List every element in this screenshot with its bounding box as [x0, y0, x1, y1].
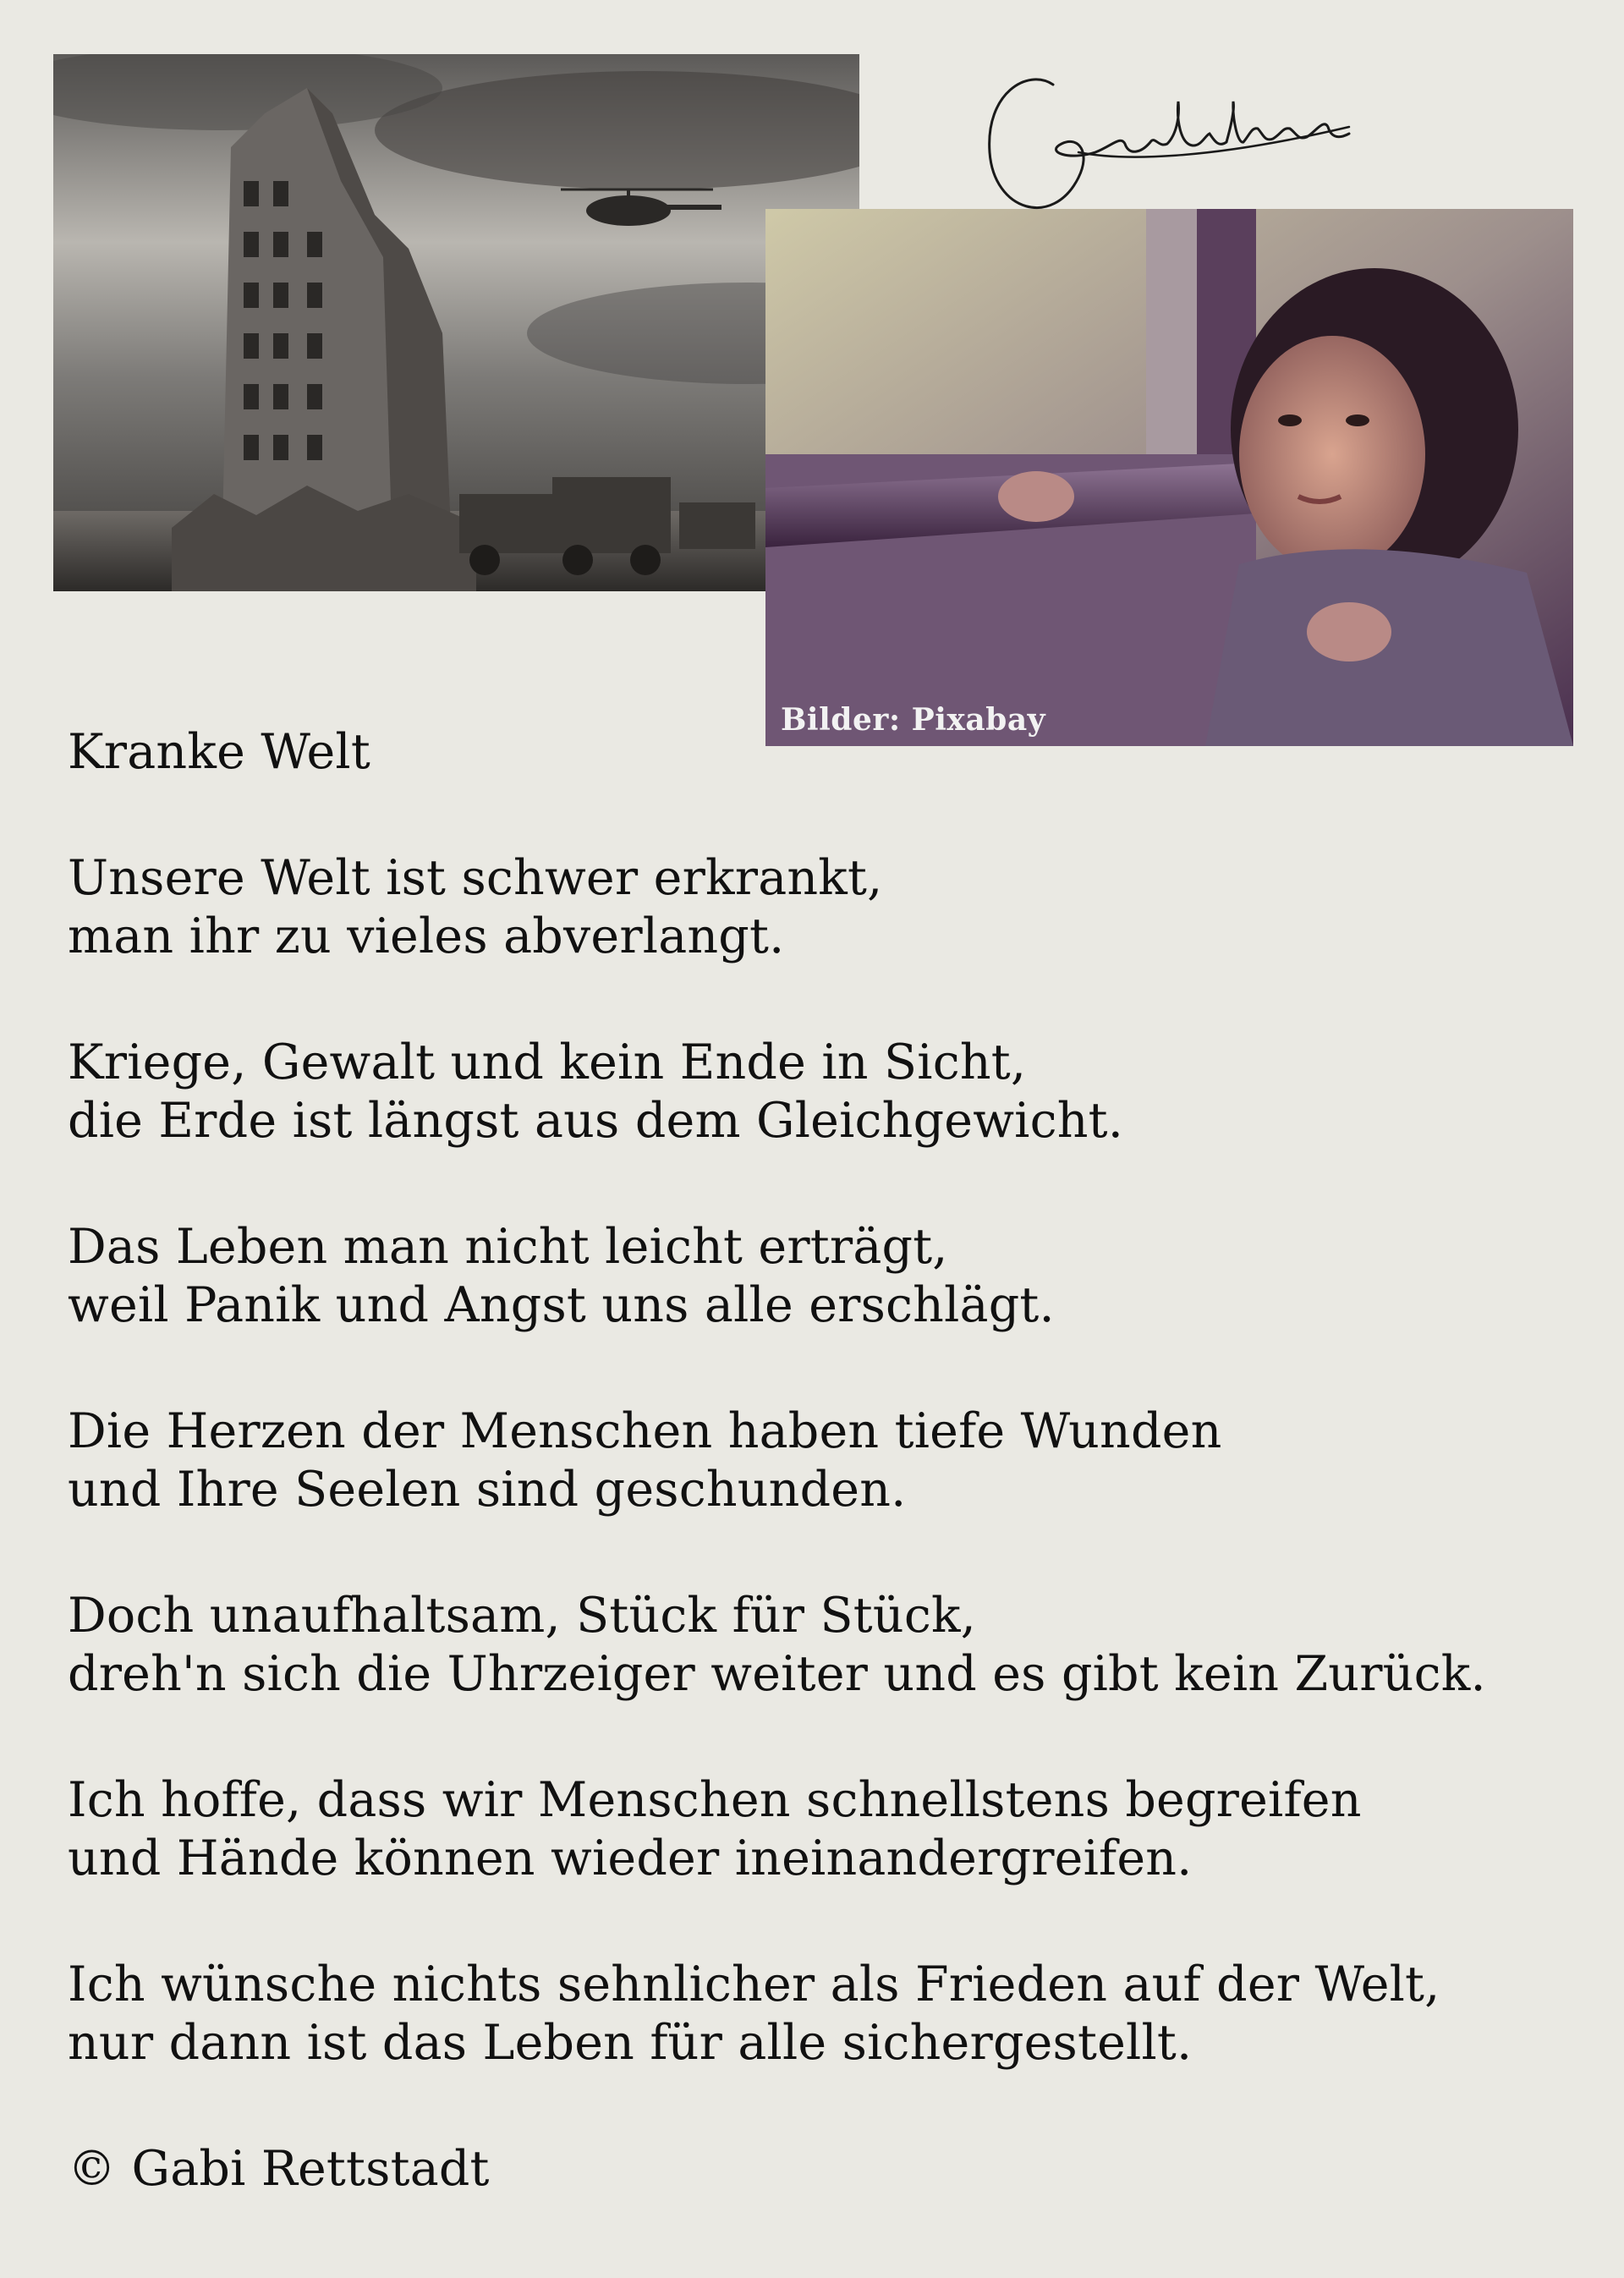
poem-line: nur dann ist das Leben für alle sichergestellt. — [68, 2015, 1193, 2071]
stanza-1 — [68, 849, 1582, 966]
stanza-6 — [68, 1771, 1582, 1888]
stanza-4 — [68, 1402, 1582, 1519]
poem-line: weil Panik und Angst uns alle erschlägt. — [68, 1277, 1055, 1333]
poem-line: dreh'n sich die Uhrzeiger weiter und es gibt kein Zurück. — [68, 1646, 1486, 1702]
ruined-building-icon — [53, 54, 859, 591]
poem-line: Doch unaufhaltsam, Stück für Stück, — [68, 1588, 976, 1644]
child-at-window-photo — [765, 209, 1573, 746]
poem-line: man ihr zu vieles abverlangt. — [68, 908, 785, 964]
child-at-window-icon — [765, 209, 1573, 746]
poem-line: und Ihre Seelen sind geschunden. — [68, 1462, 907, 1518]
image-credit: Bilder: Pixabay — [781, 702, 1046, 738]
poem-line: Kriege, Gewalt und kein Ende in Sicht, — [68, 1035, 1027, 1090]
poem-title: Kranke Welt — [68, 724, 370, 780]
war-scene-photo — [53, 54, 859, 591]
poem — [68, 723, 1582, 2198]
signature-icon — [952, 34, 1374, 245]
signature-logo — [952, 34, 1374, 245]
stanza-2 — [68, 1034, 1582, 1150]
stanza-3 — [68, 1218, 1582, 1335]
poem-line: Das Leben man nicht leicht erträgt, — [68, 1219, 948, 1275]
poem-line: Ich hoffe, dass wir Menschen schnellstens begreifen — [68, 1772, 1362, 1828]
poem-line: Ich wünsche nichts sehnlicher als Frieden auf der Welt, — [68, 1957, 1440, 2012]
poem-line: die Erde ist längst aus dem Gleichgewicht. — [68, 1093, 1124, 1149]
copyright-notice: © Gabi Rettstadt — [68, 2141, 490, 2197]
poem-line: Die Herzen der Menschen haben tiefe Wunden — [68, 1403, 1222, 1459]
poem-line: Unsere Welt ist schwer erkrankt, — [68, 850, 883, 906]
stanza-7 — [68, 1956, 1582, 2072]
stanza-5 — [68, 1587, 1582, 1704]
poem-line: und Hände können wieder ineinandergreifen. — [68, 1831, 1193, 1886]
